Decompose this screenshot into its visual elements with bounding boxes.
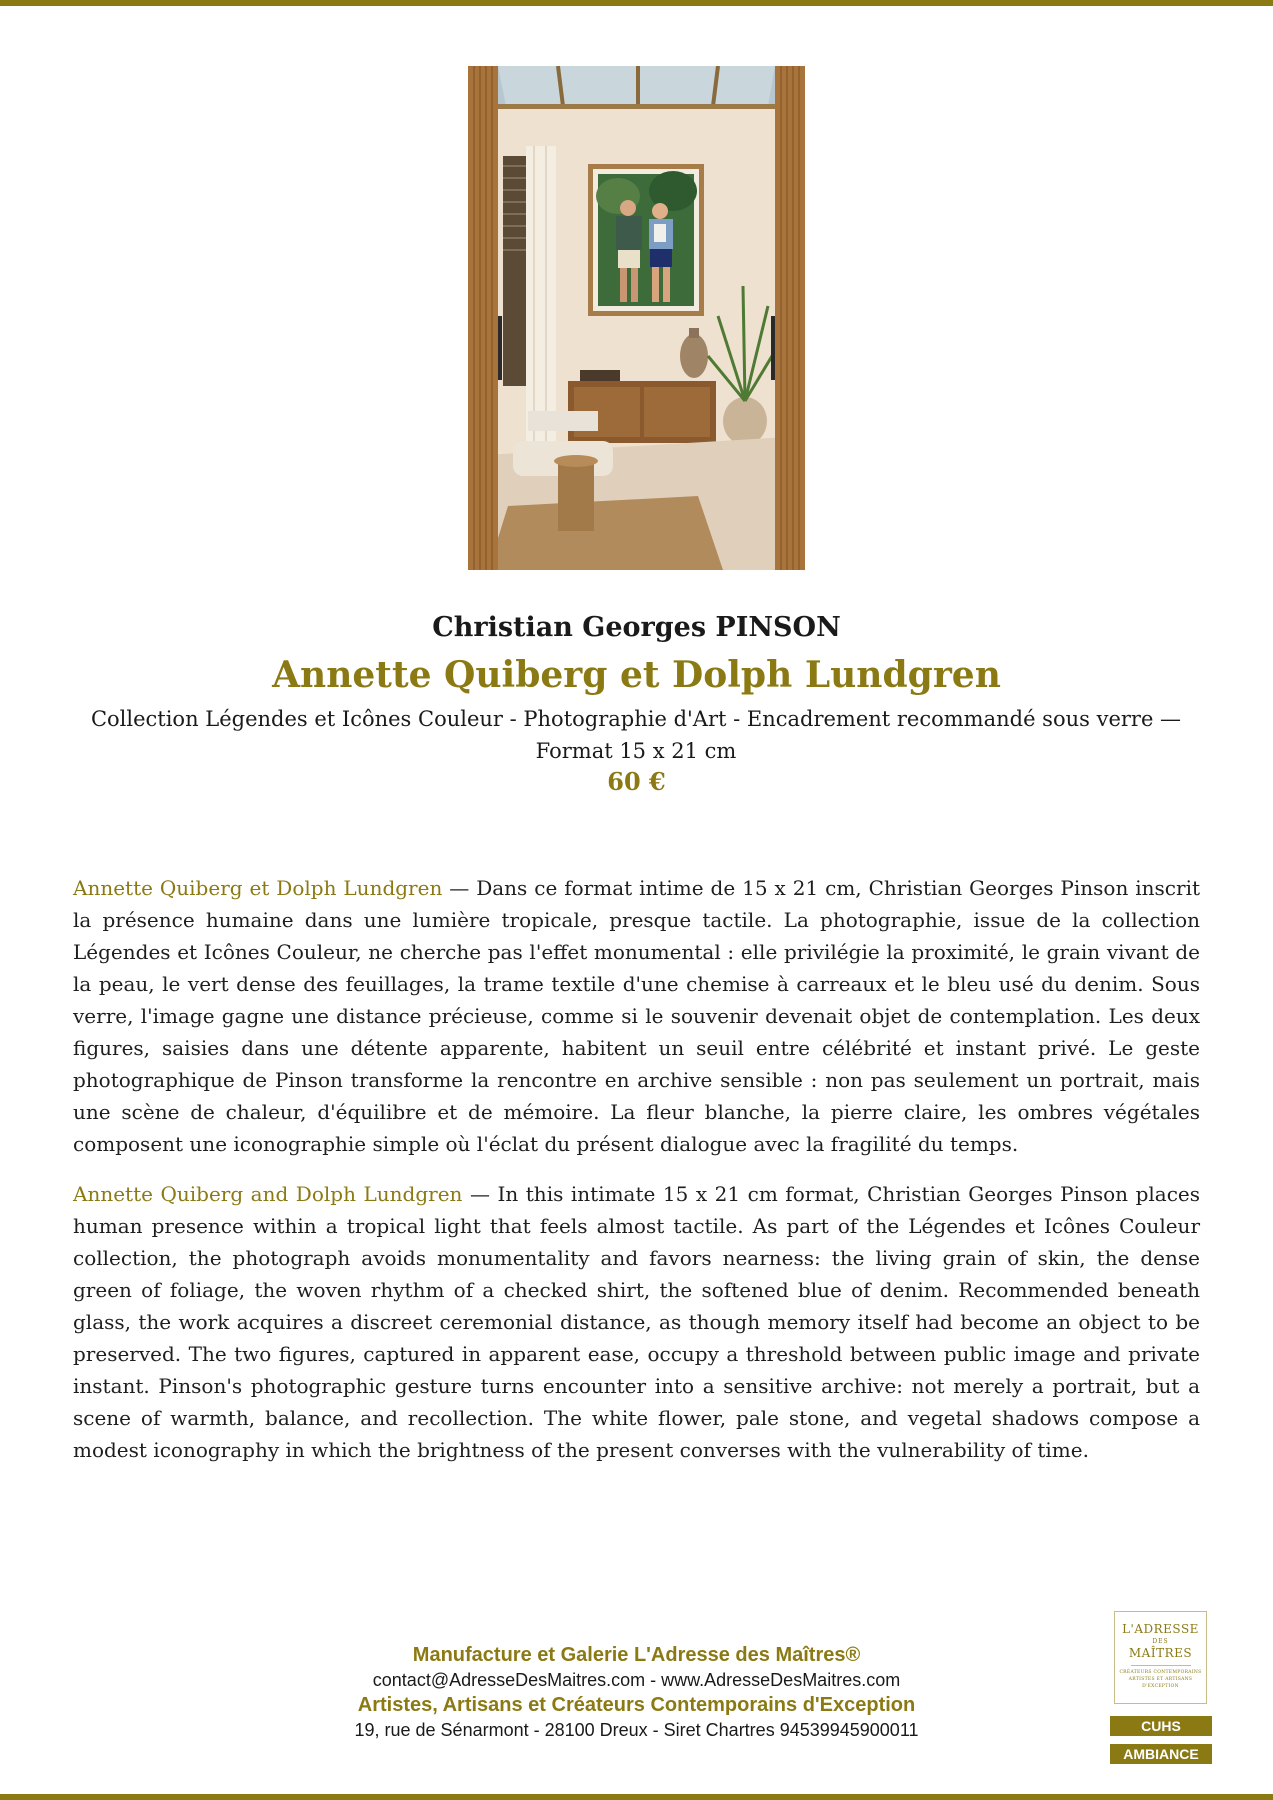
top-accent-bar <box>0 0 1273 6</box>
bottom-accent-bar <box>0 1794 1273 1800</box>
badge-ambiance: AMBIANCE <box>1110 1744 1212 1764</box>
logo-line-2: DES <box>1152 1638 1169 1645</box>
logo-line-3: MAÎTRES <box>1128 1646 1193 1660</box>
footer <box>280 1642 993 1742</box>
logo-line-1: L'ADRESSE <box>1122 1622 1199 1636</box>
description <box>73 872 1200 1484</box>
description-en-lead: Annette Quiberg and Dolph Lundgren <box>73 1182 463 1206</box>
badge-cuhs: CUHS <box>1110 1716 1212 1736</box>
description-en <box>73 1178 1200 1466</box>
artwork-photo <box>468 66 805 570</box>
description-fr-lead: Annette Quiberg et Dolph Lundgren <box>73 876 443 900</box>
description-fr <box>73 872 1200 1160</box>
description-en-text: — In this intimate 15 x 21 cm format, Christian Georges Pinson places human presence within a tropical light that feels almost tactile. As part of the Légendes et Icônes Couleur collection, the photograph avoids monumentality and favors nearness: the living grain of skin, the dense green of foliage, the woven rhythm of a checked shirt, the softened blue of denim. Recommended beneath glass, the work acquires a discreet ceremonial distance, as though memory itself had become an object to be preserved. The two figures, captured in apparent ease, occupy a threshold between public image and private instant. Pinson's photographic gesture turns encounter into a sensitive archive: not merely a portrait, but a scene of warmth, balance, and recollection. The white flower, pale stone, and vegetal shadows compose a modest iconography in which the brightness of the present converses with the vulnerability of time. <box>73 1182 1200 1462</box>
artwork-price: 60 € <box>607 767 666 796</box>
artwork-title: Annette Quiberg et Dolph Lundgren <box>272 654 1001 696</box>
footer-contact: contact@AdresseDesMaitres.com - www.AdresseDesMaitres.com <box>372 1670 901 1690</box>
logo-caption: CRÉATEURS CONTEMPORAINS ARTISTES ET ARTISANS D'EXCEPTION <box>1119 1670 1202 1689</box>
description-fr-text: — Dans ce format intime de 15 x 21 cm, Christian Georges Pinson inscrit la présence humaine dans une lumière tropicale, presque tactile. La photographie, issue de la collection Légendes et Icônes Couleur, ne cherche pas l'effet monumental : elle privilégie la proximité, le grain vivant de la peau, le vert dense des feuillages, la trame textile d'une chemise à carreaux et le bleu usé du denim. Sous verre, l'image gagne une distance précieuse, comme si le souvenir devenait objet de contemplation. Les deux figures, saisies dans une détente apparente, habitent un seuil entre célébrité et instant privé. Le geste photographique de Pinson transforme la rencontre en archive sensible : non pas seulement un portrait, mais une scène de chaleur, d'équilibre et de mémoire. La fleur blanche, la pierre claire, les ombres végétales composent une iconographie simple où l'éclat du présent dialogue avec la fragilité du temps. <box>73 876 1201 1156</box>
gallery-logo <box>1114 1611 1207 1704</box>
footer-address: 19, rue de Sénarmont - 28100 Dreux - Siret Chartres 94539945900011 <box>354 1720 919 1740</box>
artwork-subtitle: Collection Légendes et Icônes Couleur - Photographie d'Art - Encadrement recommandé sous verre — Format 15 x 21 cm <box>90 707 1182 763</box>
artist-name: Christian Georges PINSON <box>432 612 841 643</box>
logo-rule <box>1131 1665 1191 1666</box>
footer-gallery-name: Manufacture et Galerie L'Adresse des Maîtres® <box>412 1644 861 1666</box>
footer-tagline: Artistes, Artisans et Créateurs Contemporains d'Exception <box>357 1694 916 1716</box>
